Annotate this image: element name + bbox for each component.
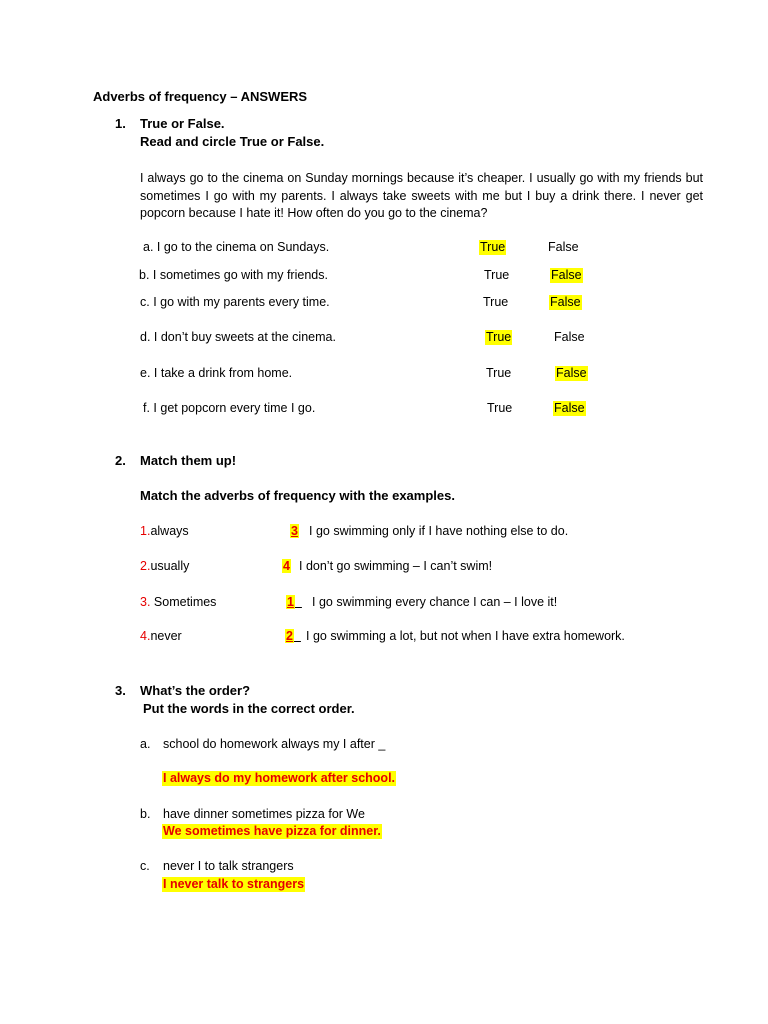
- order-letter: c.: [140, 859, 150, 873]
- tf-false-option: False: [556, 366, 587, 380]
- order-letter: a.: [140, 737, 151, 751]
- section1-number: 1.: [115, 116, 126, 131]
- section1-heading: True or False.: [140, 116, 225, 131]
- order-words: never I to talk strangers: [163, 859, 294, 873]
- section3-number: 3.: [115, 683, 126, 698]
- match-number: 1.: [140, 524, 151, 538]
- match-answer-slot: [282, 559, 291, 574]
- tf-true-option: True: [484, 268, 510, 282]
- match-answer: 3: [291, 524, 298, 538]
- match-answer-slot: [285, 629, 301, 644]
- section1-instruction: Read and circle True or False.: [140, 134, 325, 149]
- match-example: I go swimming only if I have nothing else to do.: [309, 524, 569, 538]
- match-word: Sometimes: [150, 595, 217, 609]
- match-answer: 1: [287, 595, 294, 609]
- match-row: [140, 524, 189, 539]
- match-number: 4.: [140, 629, 151, 643]
- match-number: 3.: [140, 595, 151, 609]
- match-word: usually: [150, 559, 190, 573]
- section1-paragraph: I always go to the cinema on Sunday mornings because it’s cheaper. I usually go with my friends but sometimes I go with my parents. I always take sweets with me but I buy a drink there. I never get popcorn because I hate it! How often do you go to the cinema?: [140, 171, 703, 220]
- tf-false-option: False: [550, 295, 581, 309]
- tf-item-text: a. I go to the cinema on Sundays.: [143, 240, 330, 254]
- tf-true-option: True: [487, 401, 513, 415]
- tf-true-option: True: [486, 366, 512, 380]
- match-row: [140, 629, 182, 644]
- tf-true-option: True: [486, 330, 512, 344]
- section2-number: 2.: [115, 453, 126, 468]
- match-answer: 2: [286, 629, 293, 643]
- tf-false-option: False: [551, 268, 582, 282]
- order-answer: We sometimes have pizza for dinner.: [163, 824, 381, 838]
- match-answer: 4: [283, 559, 290, 573]
- match-example: I go swimming a lot, but not when I have extra homework.: [306, 629, 625, 643]
- match-number: 2.: [140, 559, 151, 573]
- tf-item-text: d. I don’t buy sweets at the cinema.: [140, 330, 336, 344]
- order-words: have dinner sometimes pizza for We: [163, 807, 365, 821]
- tf-item-text: c. I go with my parents every time.: [140, 295, 330, 309]
- tf-item-text: b. I sometimes go with my friends.: [139, 268, 328, 282]
- order-letter: b.: [140, 807, 151, 821]
- section2-heading: Match them up!: [140, 453, 237, 468]
- order-words: school do homework always my I after _: [163, 737, 386, 751]
- tf-false-option: False: [548, 240, 579, 254]
- order-answer: I always do my homework after school.: [163, 771, 396, 785]
- match-word: never: [150, 629, 182, 643]
- section2-instruction: Match the adverbs of frequency with the examples.: [140, 488, 455, 503]
- tf-true-option: True: [483, 295, 509, 309]
- match-example: I go swimming every chance I can – I love it!: [312, 595, 558, 609]
- tf-true-option: True: [480, 240, 506, 254]
- order-answer: I never talk to strangers: [163, 877, 305, 891]
- page-title: Adverbs of frequency – ANSWERS: [93, 89, 308, 104]
- match-answer-slot: [286, 595, 302, 610]
- tf-item-text: f. I get popcorn every time I go.: [143, 401, 316, 415]
- match-word: always: [150, 524, 189, 538]
- section3-instruction: Put the words in the correct order.: [143, 701, 355, 716]
- section3-heading: What’s the order?: [140, 683, 251, 698]
- match-answer-slot: [290, 524, 299, 539]
- tf-false-option: False: [554, 401, 585, 415]
- match-row: [140, 559, 189, 574]
- match-example: I don’t go swimming – I can’t swim!: [299, 559, 493, 573]
- match-row: [140, 595, 216, 610]
- tf-false-option: False: [554, 330, 585, 344]
- tf-item-text: e. I take a drink from home.: [140, 366, 293, 380]
